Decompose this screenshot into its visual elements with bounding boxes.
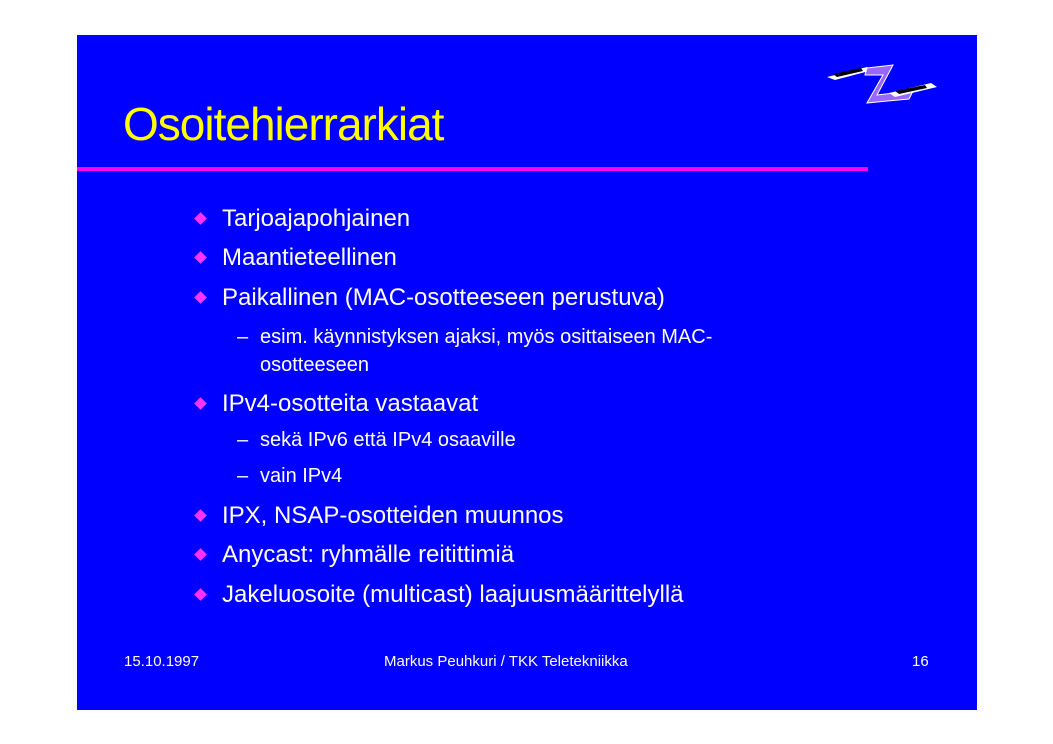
bullet-text: Anycast: ryhmälle reitittimiä	[222, 541, 515, 568]
bullet-diamond-icon	[194, 588, 207, 601]
slide	[77, 35, 977, 710]
bullet-text: Maantieteellinen	[222, 244, 397, 271]
footer-author: Markus Peuhkuri / TKK Teletekniikka	[384, 653, 628, 670]
bullet-item	[222, 205, 410, 233]
sub-bullet-text: esim. käynnistyksen ajaksi, myös osittaiseen MAC-	[260, 326, 713, 348]
bullet-item	[222, 244, 397, 272]
sub-bullet-dash: –	[237, 465, 249, 487]
bullet-text: Paikallinen (MAC-osotteeseen perustuva)	[222, 284, 665, 311]
bullet-diamond-icon	[194, 212, 207, 225]
bullet-text: IPX, NSAP-osotteiden muunnos	[222, 502, 564, 529]
sub-bullet-dash: –	[237, 429, 249, 451]
bullet-text: Jakeluosoite (multicast) laajuusmäärittelyllä	[222, 581, 684, 608]
sub-bullet-text: sekä IPv6 että IPv4 osaaville	[260, 429, 516, 451]
bullet-diamond-icon	[194, 397, 207, 410]
bullet-text: Tarjoajapohjainen	[222, 205, 411, 232]
title-divider	[77, 167, 868, 171]
bullet-diamond-icon	[194, 509, 207, 522]
bullet-text: IPv4-osotteita vastaavat	[222, 390, 479, 417]
slide-title: Osoitehierrarkiat	[123, 98, 444, 150]
bullet-item	[222, 581, 684, 609]
bullet-diamond-icon	[194, 548, 207, 561]
bullet-item	[222, 541, 514, 569]
bullet-diamond-icon	[194, 291, 207, 304]
tkk-logo-icon	[827, 63, 937, 105]
bullet-item	[222, 284, 665, 312]
sub-bullet-text-continued: osotteeseen	[260, 354, 369, 376]
bullet-item	[222, 390, 478, 418]
sub-bullet-dash: –	[237, 326, 249, 348]
footer-date: 15.10.1997	[124, 653, 200, 670]
bullet-diamond-icon	[194, 251, 207, 264]
bullet-item	[222, 502, 564, 530]
footer-page-number: 16	[912, 653, 929, 670]
sub-bullet-text: vain IPv4	[260, 465, 343, 487]
